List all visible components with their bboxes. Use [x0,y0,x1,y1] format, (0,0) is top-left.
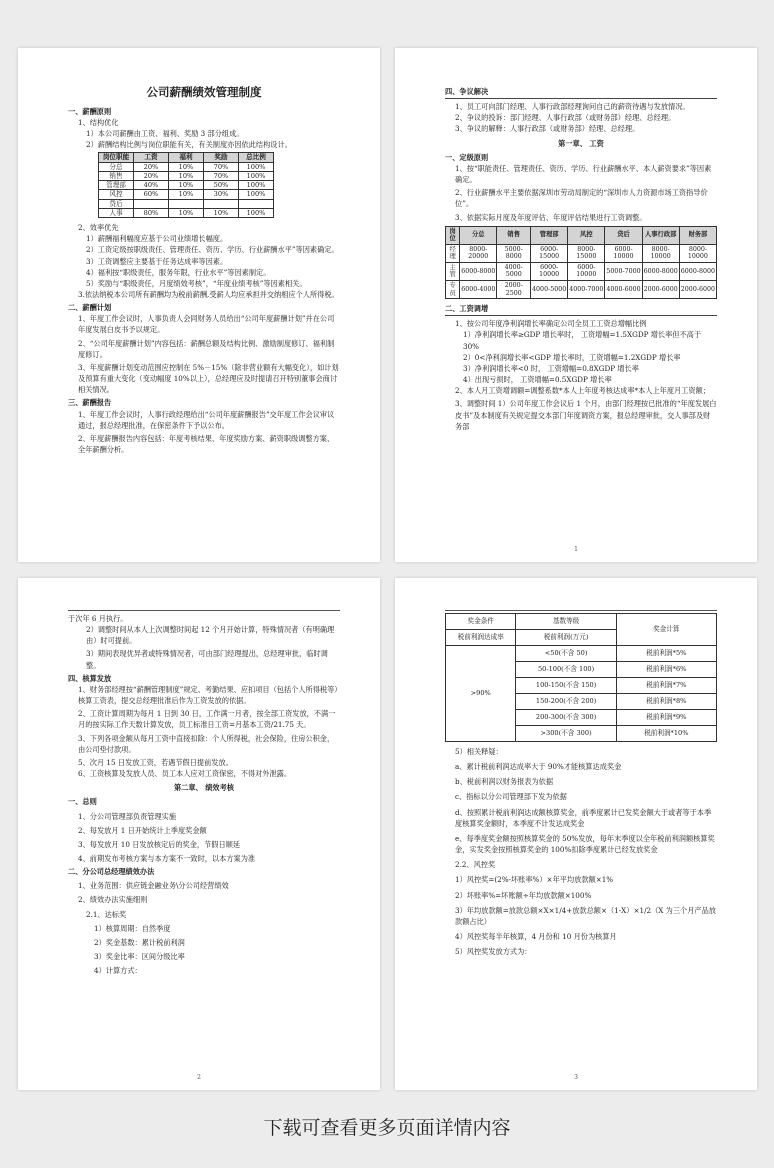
paragraph: e、每季度奖金额按照核算奖金的 50%发放，每年末季度以全年税前利润额核算奖金，实发奖金按照核算奖金的 100%扣除季度累计已经发放奖金 [455,833,715,855]
table-cell: 4000-5000 [497,262,531,280]
paragraph: 3、下列各项金额从每月工资中直接扣除：个人所得税，社会保险，住房公积金，由公司垫付款项。 [78,733,335,754]
paragraph: 2.2、风控奖 [455,860,496,870]
download-caption: 下载可查看更多页面详情内容 [263,1117,511,1139]
paragraph: 1、分公司管理部负责管理实施 [78,811,177,821]
table-cell: 6000-10000 [605,244,642,262]
table-cell: 税前利润*5% [616,646,716,662]
table-cell: 税前利润*6% [616,662,716,678]
table-cell: 人事 [99,208,134,217]
table-cell [169,199,204,208]
table-cell: 8000-20000 [460,244,497,262]
page-number: 2 [197,1073,201,1081]
table-cell: 100% [239,190,274,199]
paragraph: a、累计税前利润达成率大于 90%才能核算达成奖金 [455,762,622,772]
paragraph: 1、按“职能责任、管理责任、资历、学历、行业薪酬水平、本人薪资要求”等因素确定。 [455,163,712,185]
paragraph: 4）风控奖每半年核算，4 月份和 10 月份为核算月 [455,932,617,942]
paragraph: 2）调整时间从本人上次调整时间起 12 个月开始计算，特殊情况者（有明确理由）时可提前。 [86,625,335,646]
table-header: 总比例 [239,153,274,162]
table-cell: 8000-10000 [642,244,679,262]
table-row [99,190,274,199]
table-cell: 税前利润*10% [616,726,716,742]
table-row [446,262,717,280]
table-cell: 5000-8000 [497,244,531,262]
table-header: 销售 [497,226,531,244]
table-cell: 6000-10000 [568,262,605,280]
paragraph: 3）期间表现优异者或特殊情况者，可由部门经理提出，总经理审批，临时调整。 [86,649,328,670]
table-header: 管理部 [531,226,568,244]
table-cell: 2000-2500 [497,281,531,299]
paragraph: 3、每发放月 10 日发放核定后的奖金，节假日顺延 [78,839,241,849]
document-page-4 [395,578,757,1090]
table-cell: 专员 [446,281,460,299]
table-cell [134,199,169,208]
paragraph: 1）净利润增长率≥GDP 增长率时， 工资增幅=1.5XGDP 增长率但不高于 30% [463,330,702,351]
table-row [446,281,717,299]
table-header: 奖金计算 [616,614,716,646]
paragraph: 3、依据实际月度及年度评估、年度评估结果进行工资调整。 [455,212,647,222]
table-cell: 2000-6000 [679,281,716,299]
paragraph: 1、年度工作会议时，人事行政经理给出“公司年度薪酬报告”交年度工作会议审议通过，报总经理批准，在保密条件下予以公布。 [78,409,335,430]
table-row [446,646,717,662]
table-cell: 70% [204,162,239,171]
paragraph: 6、工资核算及发放人员、员工本人应对工资保密，不得对外泄露。 [78,769,292,779]
section-heading: 一、定级原则 [445,152,489,162]
table-cell: 70% [204,171,239,180]
paragraph: 1、按公司年度净利润增长率确定公司全员工工资总增幅比例 [455,319,647,329]
table-cell: 100% [239,208,274,217]
table-cell: 150-200(不含 200) [516,694,616,710]
section-heading: 一、薪酬原则 [68,106,112,116]
table-header-row [446,614,717,630]
table-cell: 10% [169,171,204,180]
paragraph: 3、争议的解释：人事行政部（或财务部）经理、总经理。 [455,124,640,134]
chapter-heading: 第一章、 工资 [558,138,604,148]
table-cell: >300(不含 300) [516,726,616,742]
table-cell: 分总 [99,162,134,171]
table-cell: 100-150(不含 150) [516,678,616,694]
paragraph: 3）奖金比率：区间分级比率 [94,952,185,962]
document-page-1 [18,48,380,562]
paragraph: 2、绩效办法实施细则 [78,895,148,905]
table-cell: 8000-10000 [679,244,716,262]
paragraph: 3、年度薪酬计划变动范围应控制在 5%－15%（除非营业额有大幅变化），如计划及预算有重大变化（变动幅度 10%以上），总经理应及时提请召开特别董事会商讨相关情况。 [78,362,339,395]
table-header: 税前利润(万元) [516,630,616,646]
table-header: 奖金条件 [446,614,516,630]
paragraph: 3.依法纳税本公司所有薪酬均为税前薪酬,受薪人均应承担并交纳相应个人所得税。 [78,290,339,300]
table-row [99,208,274,217]
paragraph: 2、每发放月 1 日开始统计上季度奖金额 [78,825,207,835]
paragraph: 3、调整时间 1）公司年度工作会议后 1 个月，由部门经理按已批准的“年度发展白皮书”及本制度有关规定提交本部门年度调资方案，报总经理审批，交人事部及财务部 [455,399,717,431]
table-header-row [446,226,717,244]
table-cell: 200-300(不含 300) [516,710,616,726]
paragraph: 2）工资定级按职级责任、管理责任、资历、学历、行业薪酬水平”等因素确定。 [86,245,339,255]
table-cell: 10% [169,208,204,217]
paragraph: 1）薪酬福利幅度应基于公司业绩增长幅度。 [86,234,228,244]
paragraph: 4）出现亏损时， 工资增幅=0.5XGDP 增长率 [463,375,612,385]
header-rule [445,610,717,611]
table-cell [204,199,239,208]
table-cell: 税前利润*7% [616,678,716,694]
paragraph: 1）核算周期：自然季度 [94,923,171,933]
table-cell: 100% [239,171,274,180]
table-cell: 60% [134,190,169,199]
paragraph: 4、前期发布考核方案与本方案不一致时，以本方案为准 [78,853,256,863]
table-cell: 80% [134,208,169,217]
table-cell: 100% [239,181,274,190]
paragraph: 3）净利润增长率<0 时， 工资增幅=0.8XGDP 增长率 [463,363,639,373]
table-cell: 2000-6000 [642,281,679,299]
paragraph: c、指标以分公司管理部下发为依据 [455,792,567,802]
paragraph: 1、年度工作会议时，人事负责人会同财务人员给出“公司年度薪酬计划”并在公司年度发展白皮书予以规定。 [78,314,335,335]
table-header: 风控 [568,226,605,244]
page-number: 3 [574,1073,578,1081]
section-heading: 二、薪酬计划 [68,303,112,313]
table-cell: 税前利润*8% [616,694,716,710]
paragraph: 1、员工可向部门经理、人事行政部经理询问自己的薪资待遇与发放情况。 [455,102,690,112]
table-cell: 4000-5000 [531,281,568,299]
table-cell: 40% [134,181,169,190]
table-cell: >90% [446,646,516,742]
table-cell: 10% [169,162,204,171]
table-cell: 风控 [99,190,134,199]
table-cell: 100% [239,162,274,171]
table-cell: 20% [134,162,169,171]
table-row [99,199,274,208]
paragraph: 2、争议的投诉：部门经理、人事行政部（或财务部）经理、总经理。 [455,113,676,123]
paragraph: 5）奖励与“职级责任，月度绩效考核”，“年度业绩考核”等因素相关。 [86,278,307,288]
header-rule [68,610,340,611]
table-cell: 6000-8000 [460,262,497,280]
table-row [446,244,717,262]
table-header: 福利 [169,153,204,162]
paragraph: 5、次月 15 日发放工资，若遇节假日提前发放。 [78,757,233,767]
table-header: 岗位职能 [99,153,134,162]
chapter-heading: 第二章、 绩效考核 [173,783,234,793]
paragraph: 3）工资调整应主要基于任务达成率等因素。 [86,256,228,266]
table-header: 人事行政部 [642,226,679,244]
table-cell: 6000-15000 [531,244,568,262]
document-page-3 [18,578,380,1090]
paragraph: 2、本人月工资增调额=调整系数*本人上年度考核达成率*本人上年度月工资额； [455,386,710,396]
table-header: 工资 [134,153,169,162]
paragraph: d、按照累计税前利润达成额核算奖金，前季度累计已发奖金额大于或者等于本季度核算奖金额时，本季度不计发达成奖金 [455,807,712,828]
table-header: 贷后 [605,226,642,244]
page-number: 1 [574,545,578,553]
paragraph: 2、效率优先 [78,223,119,233]
section-heading: 二、分公司总经理绩效办法 [68,867,155,877]
paragraph: 1、财务部经理按“薪酬管理制度”规定、考勤结果、应扣项目（包括个人所得税等）核算工资表，提交总经理批准后作为工资发放的依据。 [78,684,338,706]
salary-structure-table [98,152,274,218]
table-cell: 4000-6000 [605,281,642,299]
table-cell: 50% [204,181,239,190]
paragraph: 2.1、达标奖 [86,909,127,919]
paragraph: b、税前利润以财务报表为依据 [455,777,554,787]
table-cell: 6000-8000 [679,262,716,280]
bonus-table [445,613,717,742]
table-cell: 50-100(不含 100) [516,662,616,678]
table-header: 奖励 [204,153,239,162]
table-cell: 30% [204,190,239,199]
table-cell: 5000-7000 [605,262,642,280]
paragraph: 2、“公司年度薪酬计划”内容包括：薪酬总额及结构比例、激励制度修订、福利制度修订。 [78,338,335,359]
table-header: 财务部 [679,226,716,244]
paragraph: 1、业务范围：供应链金融业务\分公司经营绩效 [78,881,229,891]
table-cell: 10% [204,208,239,217]
paragraph: 1）本公司薪酬由工资、福利、奖励 3 部分组成。 [86,129,244,139]
paragraph: 2、年度薪酬报告内容包括：年度考核结果、年度奖励方案、薪资职级调整方案、全年薪酬分析。 [78,433,335,455]
paragraph: 3）年均放款额=放款总额×X×1/4+放款总额×（1-X）×1/2（X 为三个月产品放款额占比） [455,905,716,926]
paragraph: 5）相关释疑： [455,747,503,756]
table-cell: 8000-15000 [568,244,605,262]
table-cell: 管理部 [99,181,134,190]
table-cell: <50(不含 50) [516,646,616,662]
paragraph: 2）坏账率%=坏账额÷年均放款额×100% [455,890,592,900]
paragraph: 于次年 6 月执行。 [68,614,128,623]
section-heading: 一、总则 [68,797,97,807]
table-cell: 4000-7000 [568,281,605,299]
table-cell: 经理 [446,244,460,262]
table-cell: 20% [134,171,169,180]
paragraph: 2）薪酬结构比例与岗位职能有关，有关制度亦因依此结构设计。 [86,140,292,150]
table-cell [239,199,274,208]
section-heading: 四、核算发放 [68,673,112,683]
table-cell: 10% [169,190,204,199]
table-header: 税前利润达成率 [446,630,516,646]
paragraph: 5）风控奖发放方式为： [455,947,532,957]
section-heading: 三、薪酬报告 [68,398,112,408]
table-header: 岗位 [446,226,460,244]
table-cell: 主管 [446,262,460,280]
document-page-2 [395,48,757,562]
table-cell: 6000-8000 [642,262,679,280]
paragraph: 2、工资计算周期为每月 1 日到 30 日，工作满一月者，按全部工资发放，不满一月的按实际工作天数计算发放，员工标准日工资=月基本工资/21.75 天。 [78,709,336,730]
table-cell: 10% [169,181,204,190]
paragraph: 2）奖金基数：累计税前利润 [94,937,185,947]
table-cell: 6000-4000 [460,281,497,299]
paragraph: 4）福利按“职级责任，服务年限，行业水平”等因素制定。 [86,267,271,277]
table-cell: 6000-10000 [531,262,568,280]
paragraph: 1、结构优化 [78,117,119,127]
salary-range-table [445,226,717,299]
paragraph: 1）风控奖=(2%-坏账率%）×年平均放款额×1% [455,875,614,885]
table-cell: 销售 [99,171,134,180]
paragraph: 2、行业薪酬水平主要依据深圳市劳动局制定的“深圳市人力资源市场工资指导价位”。 [455,188,708,209]
table-row [99,162,274,171]
table-header: 分总 [460,226,497,244]
paragraph: 2）0<净利润增长率<GDP 增长率时，工资增幅=1.2XGDP 增长率 [463,352,681,362]
table-cell: 税前利润*9% [616,710,716,726]
paragraph: 4）计算方式： [94,966,142,976]
table-row [99,171,274,180]
table-header-row [99,153,274,162]
section-heading: 四、争议解决 [445,86,717,99]
document-title: 公司薪酬绩效管理制度 [146,85,262,99]
table-header: 基数等级 [516,614,616,630]
table-cell: 贷后 [99,199,134,208]
table-row [99,181,274,190]
section-heading: 二、工资调增 [445,303,717,316]
